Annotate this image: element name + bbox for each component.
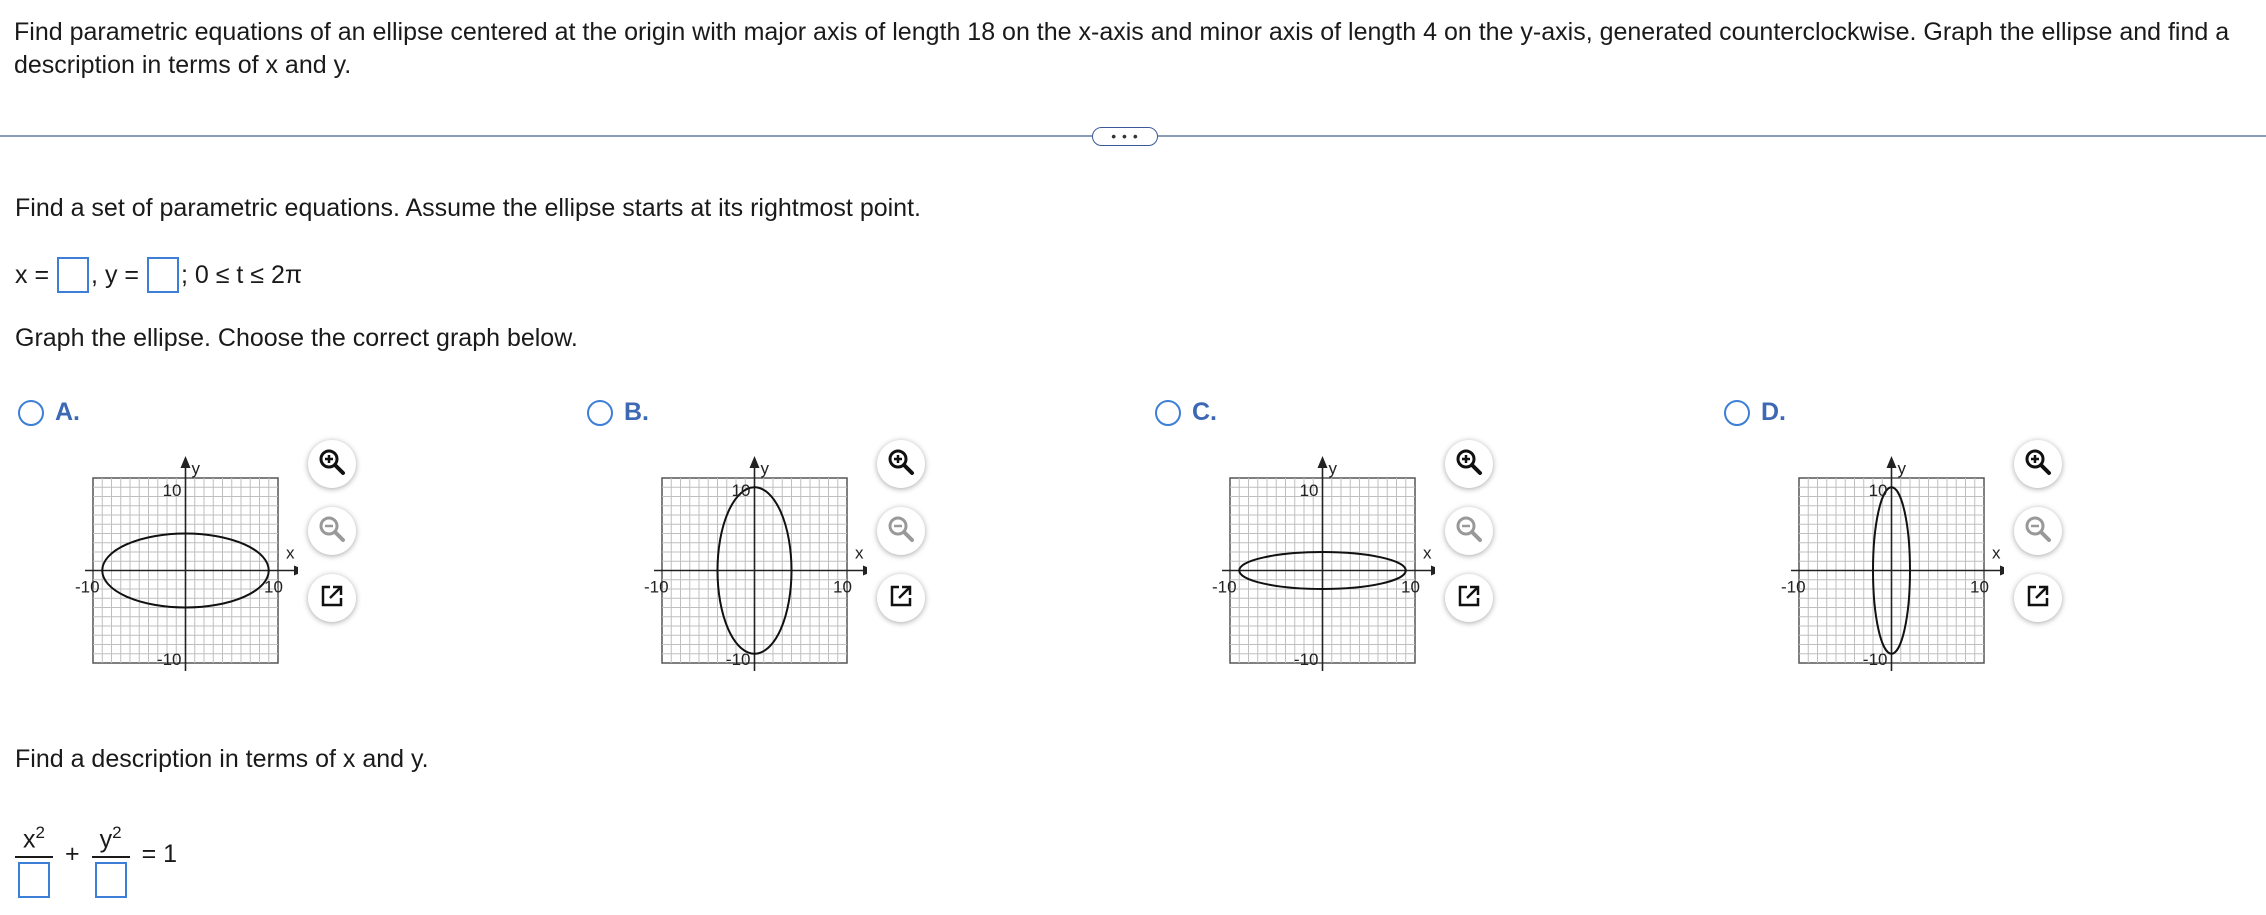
y-max-tick-label: 10 <box>731 481 751 500</box>
y-max-tick-label: 10 <box>1299 481 1319 500</box>
x-axis-arrow <box>2000 566 2004 576</box>
graph-c <box>1195 438 1435 693</box>
y-axis-label: y <box>191 459 200 478</box>
x-min-tick-label: -10 <box>1781 577 1806 597</box>
problem-statement: Find parametric equations of an ellipse centered at the origin with major axis of length 18 on the x-axis and minor axis of length 4 on the y-axis, generated counterclockwise. Graph the ellipse and find a description in terms of x and y. <box>14 18 2230 79</box>
zoom-out-icon <box>317 514 347 549</box>
x-denominator-box[interactable] <box>18 862 50 898</box>
t-range-label: ; 0 ≤ t ≤ 2π <box>180 260 303 289</box>
new-window-icon <box>1455 582 1483 615</box>
zoom-in-icon <box>317 447 347 482</box>
x-exponent: 2 <box>35 822 45 842</box>
x-axis-label: x <box>1423 543 1432 563</box>
x-axis-arrow <box>863 566 867 576</box>
fraction-bar <box>15 856 53 858</box>
x-max-tick-label: 10 <box>1401 577 1420 597</box>
x-min-tick-label: -10 <box>1212 577 1237 597</box>
description-instruction: Find a description in terms of x and y. <box>15 745 429 773</box>
zoom-in-icon <box>886 447 916 482</box>
x-max-tick-label: 10 <box>1970 577 1989 597</box>
radio-button-b[interactable] <box>587 400 613 426</box>
x-axis-arrow <box>294 566 298 576</box>
open-window-button-d[interactable] <box>2014 574 2062 622</box>
radio-button-c[interactable] <box>1155 400 1181 426</box>
y-axis-arrow <box>181 456 191 468</box>
option-d <box>1724 398 2244 688</box>
x-axis-label: x <box>855 543 864 563</box>
x-axis-label: x <box>1992 543 2001 563</box>
y-numerator <box>100 818 122 854</box>
ellipse-equation-row <box>15 808 189 908</box>
y-axis-arrow <box>1887 456 1897 468</box>
parametric-instruction: Find a set of parametric equations. Assume the ellipse starts at its rightmost point. <box>15 194 921 222</box>
zoom-in-button-c[interactable] <box>1445 440 1493 488</box>
x-min-tick-label: -10 <box>644 577 669 597</box>
equals-one: = 1 <box>141 839 178 868</box>
y-denominator-box[interactable] <box>95 862 127 898</box>
x-answer-box[interactable] <box>57 257 89 293</box>
option-d-choice[interactable] <box>1724 398 1786 427</box>
zoom-in-icon <box>1454 447 1484 482</box>
zoom-out-button-c[interactable] <box>1445 507 1493 555</box>
new-window-icon <box>2024 582 2052 615</box>
y-answer-box[interactable] <box>147 257 179 293</box>
y-min-tick-label: -10 <box>1862 650 1888 669</box>
option-b-label: B. <box>624 398 649 426</box>
x-numerator <box>23 818 45 854</box>
y-max-tick-label: 10 <box>1868 481 1888 500</box>
x-variable: x <box>23 825 36 854</box>
parametric-equation-row <box>15 255 302 295</box>
y-min-tick-label: -10 <box>725 650 751 669</box>
zoom-in-button-d[interactable] <box>2014 440 2062 488</box>
y-exponent: 2 <box>112 822 122 842</box>
option-a-label: A. <box>55 398 80 426</box>
zoom-in-button-a[interactable] <box>308 440 356 488</box>
option-c-label: C. <box>1192 398 1217 426</box>
open-window-button-a[interactable] <box>308 574 356 622</box>
new-window-icon <box>887 582 915 615</box>
graph-b <box>627 438 867 693</box>
x-min-tick-label: -10 <box>75 577 100 597</box>
new-window-icon <box>318 582 346 615</box>
x-max-tick-label: 10 <box>264 577 283 597</box>
option-b <box>587 398 1107 688</box>
coordinate-graph <box>1195 438 1435 688</box>
y-axis-label: y <box>760 459 769 478</box>
x-axis-arrow <box>1431 566 1435 576</box>
coordinate-graph <box>1764 438 2004 688</box>
y-variable: y <box>99 825 113 854</box>
zoom-out-button-b[interactable] <box>877 507 925 555</box>
zoom-in-icon <box>2023 447 2053 482</box>
option-c-choice[interactable] <box>1155 398 1217 427</box>
x-fraction <box>15 818 53 898</box>
y-axis-label: y <box>1897 459 1906 478</box>
zoom-out-button-a[interactable] <box>308 507 356 555</box>
graph-d <box>1764 438 2004 693</box>
graph-a <box>58 438 298 693</box>
collapse-handle-button[interactable]: • • • <box>1092 127 1158 146</box>
y-axis-arrow <box>1318 456 1328 468</box>
y-axis-label: y <box>1328 459 1337 478</box>
graph-instruction: Graph the ellipse. Choose the correct graph below. <box>15 324 578 352</box>
open-window-button-b[interactable] <box>877 574 925 622</box>
x-equals-label: x = <box>15 260 50 289</box>
y-equals-label: , y = <box>91 260 139 289</box>
zoom-out-icon <box>1454 514 1484 549</box>
y-fraction <box>92 818 130 898</box>
zoom-in-button-b[interactable] <box>877 440 925 488</box>
y-min-tick-label: -10 <box>1293 650 1319 669</box>
open-window-button-c[interactable] <box>1445 574 1493 622</box>
y-max-tick-label: 10 <box>162 481 182 500</box>
coordinate-graph <box>58 438 298 688</box>
x-max-tick-label: 10 <box>833 577 852 597</box>
option-b-choice[interactable] <box>587 398 649 427</box>
option-a-choice[interactable] <box>18 398 80 427</box>
fraction-bar <box>92 856 130 858</box>
radio-button-a[interactable] <box>18 400 44 426</box>
option-a <box>18 398 538 688</box>
y-axis-arrow <box>750 456 760 468</box>
option-c <box>1155 398 1675 688</box>
zoom-out-icon <box>2023 514 2053 549</box>
plus-sign: + <box>65 839 80 868</box>
radio-button-d[interactable] <box>1724 400 1750 426</box>
x-axis-label: x <box>286 543 295 563</box>
coordinate-graph <box>627 438 867 688</box>
option-d-label: D. <box>1761 398 1786 426</box>
y-min-tick-label: -10 <box>156 650 182 669</box>
zoom-out-button-d[interactable] <box>2014 507 2062 555</box>
zoom-out-icon <box>886 514 916 549</box>
